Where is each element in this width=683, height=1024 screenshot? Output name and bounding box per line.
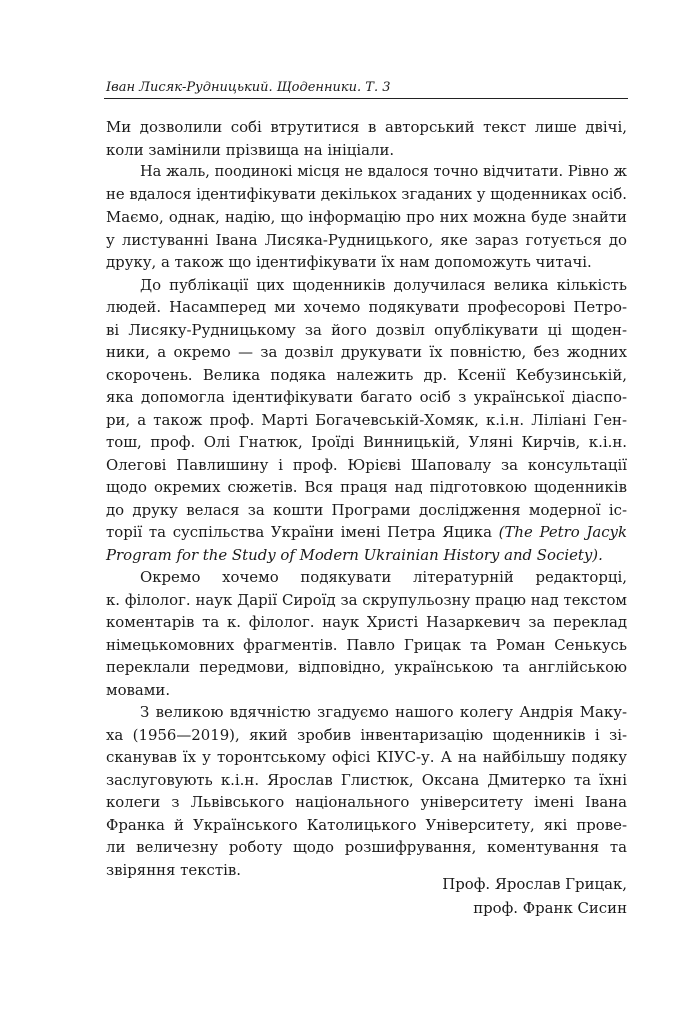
running-head: Іван Лисяк-Рудницький. Щоденники. Т. 3 [106, 80, 391, 95]
text-line: ли величезну роботу щодо розшифрування, коментування та [106, 838, 627, 856]
signature-line: проф. Франк Сисин [473, 899, 627, 917]
header-rule [104, 98, 628, 99]
text-line: Маємо, однак, надію, що інформацію про них можна буде знайти [106, 208, 627, 226]
text-line: німецькомовних фрагментів. Павло Грицак та Роман Сенькусь [106, 635, 627, 654]
text-line: коли замінили прізвища на ініціали. [106, 140, 395, 159]
text-line: к. філолог. наук Дарії Сироїд за скрупульозну працю над текстом [106, 590, 627, 609]
text-fragment: торії та суспільства України імені Петра Яцика [106, 523, 499, 541]
text-line: не вдалося ідентифікувати декількох згаданих у щоденниках осіб. [106, 185, 627, 203]
text-line: людей. Насамперед ми хочемо подякувати професорові Петро- [106, 298, 627, 316]
text-line: друку, а також що ідентифікувати їх нам допоможуть читачі. [106, 253, 592, 271]
text-line: у листуванні Івана Лисяка-Рудницького, яке зараз готується до [106, 230, 627, 249]
signature-line: Проф. Ярослав Грицак, [442, 875, 627, 893]
text-line: Окремо хочемо подякувати літературній редакторці, [140, 568, 627, 586]
text-line: скорочень. Велика подяка належить др. Ксенії Кебузинській, [106, 365, 627, 384]
text-line: ники, а окремо — за дозвіл друкувати їх повністю, без жодних [106, 343, 627, 361]
text-line: ві Лисяку-Рудницькому за його дозвіл опублікувати ці щоден- [106, 320, 627, 339]
text-line: До публікації цих щоденників долучилася велика кількість [140, 275, 627, 294]
text-line: ха (1956—2019), який зробив інвентаризацію щоденників і зі- [106, 725, 627, 744]
text-line: заслуговують к.і.н. Ярослав Глистюк, Оксана Дмитерко та їхні [106, 770, 627, 789]
text-line: яка допомогла ідентифікувати багато осіб з української діаспо- [106, 388, 627, 406]
text-line: тош, проф. Олі Гнатюк, Іроїді Винницькій, Уляні Кирчів, к.і.н. [106, 433, 627, 451]
text-line: мовами. [106, 680, 171, 699]
text-line: сканував їх у торонтському офісі КІУС-у. А на найбільшу подяку [106, 748, 627, 766]
signature-block [442, 872, 627, 920]
italic-fragment: (The Petro Jacyk [498, 523, 627, 541]
text-line: Ми дозволили собі втрутитися в авторський текст лише двічі, [106, 118, 627, 136]
text-line: Франка й Українського Католицького Університету, які прове- [106, 815, 627, 834]
text-line-mixed [106, 521, 627, 544]
text-line-italic: Program for the Study of Modern Ukrainian History and Society). [106, 545, 603, 564]
text-line: звіряння текстів. [106, 860, 241, 879]
body-text [106, 116, 627, 881]
text-line: Олегові Павлишину і проф. Юрієві Шаповалу за консультації [106, 455, 627, 474]
text-line: коментарів та к. філолог. наук Христі Назаркевич за переклад [106, 613, 627, 631]
text-line: щодо окремих сюжетів. Вся праця над підготовкою щоденників [106, 478, 627, 496]
text-line: З великою вдячністю згадуємо нашого колегу Андрія Маку- [140, 703, 627, 721]
text-line: переклали передмови, відповідно, українською та англійською [106, 658, 627, 676]
text-line: На жаль, поодинокі місця не вдалося точно відчитати. Рівно ж [140, 164, 627, 180]
text-line: колеги з Львівського національного університету імені Івана [106, 793, 627, 811]
text-line: до друку велася за кошти Програми дослідження модерної іс- [106, 500, 627, 519]
text-line: ри, а також проф. Марті Богачевській-Хомяк, к.і.н. Ліліані Ген- [106, 410, 627, 429]
